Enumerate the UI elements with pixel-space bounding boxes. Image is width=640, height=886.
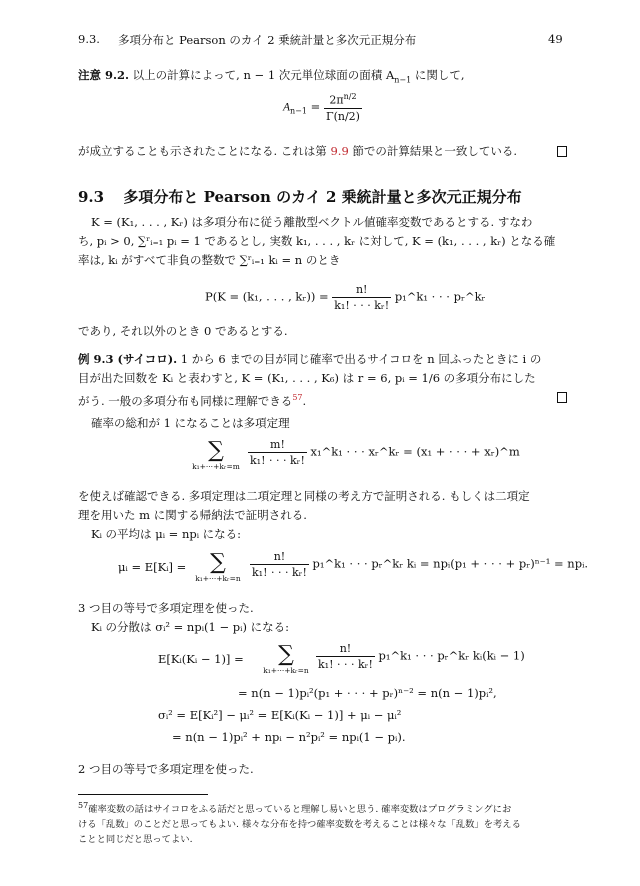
section-number: 9.3 [78,188,105,206]
footnote-line-2: ける「乱数」のことだと思ってもよい. 様々な分布を持つ確率変数を考えることは様々な「乱数」を考える [78,819,521,831]
prob-eq-num: n! [332,283,391,298]
note-text-1: 以上の計算によって, n − 1 次元単位球面の面積 A [132,68,395,82]
mean-fraction [250,550,309,579]
mean-intro: Kᵢ の平均は μᵢ = npᵢ になる: [91,527,242,541]
para1-line-1: K = (K₁, . . . , Kᵣ) は多項分布に従う離散型ベクトル値確率変数であるとする. すなわ [91,215,533,229]
footnote-rule [78,794,208,795]
note-eq-fraction [324,92,362,123]
example-line-3 [78,388,568,411]
note-eq-equals: = [310,99,324,114]
footnote-ref-link[interactable]: 57 [292,393,303,402]
note-eq-num-sup: n/2 [343,92,357,101]
multinomial-den: k₁! · · · kᵣ! [250,454,305,467]
mean-den: k₁! · · · kᵣ! [252,566,307,579]
variance-equation-line-3: σᵢ² = E[Kᵢ²] − μᵢ² = E[Kᵢ(Kᵢ − 1)] + μᵢ − μᵢ² [158,708,402,722]
prob-eq-fraction [332,283,391,312]
mean-rhs: p₁^k₁ · · · pᵣ^kᵣ kᵢ = npᵢ(p₁ + · · · + pᵣ)ⁿ⁻¹ = npᵢ. [312,556,589,571]
para1-line-3: 率は, kᵢ がすべて非負の整数で ∑ʳᵢ₌₁ kᵢ = n のとき [78,253,341,267]
probability-equation [205,283,486,312]
footnote [78,798,568,847]
prob-eq-den: k₁! · · · kᵣ! [334,299,390,312]
multinomial-sum-under: k₁+···+kᵣ=m [192,462,240,471]
prob-eq-lhs: P(K = (k₁, . . . , kᵣ)) = [205,289,329,304]
variance-after: 2 つ目の等号で多項定理を使った. [78,762,254,776]
prob-eq-rhs: p₁^k₁ · · · pᵣ^kᵣ [394,289,486,304]
example-text-1: 1 から 6 までの目が同じ確率で出るサイコロを n 回ふったときに i の [177,352,542,366]
variance-sum-block [256,644,316,675]
multinomial-intro: 確率の総和が 1 になることは多項定理 [91,416,290,430]
footnote-line-1 [78,798,568,817]
note-text-1-sub: n−1 [394,75,412,85]
qed-box-icon [557,392,567,403]
variance-equation-line-2: = n(n − 1)pᵢ²(p₁ + · · · + pᵣ)ⁿ⁻² = n(n − 1)pᵢ², [238,686,497,700]
variance-sum-under: k₁+···+kᵣ=n [263,666,309,675]
note-eq-lhs: A [283,101,291,114]
note-text-2-post: 節での計算結果と一致している. [348,144,518,158]
footnote-text-1: 確率変数の話はサイコロをふる話だと思っていると理解し易いと思う. 確率変数はプログラミングにお [88,804,512,816]
section-title: 多項分布と Pearson のカイ 2 乗統計量と多次元正規分布 [123,188,522,206]
note-line-2 [78,142,568,161]
example-line-1 [78,350,568,369]
variance-equation-line-4: = n(n − 1)pᵢ² + npᵢ − n²pᵢ² = npᵢ(1 − pᵢ). [172,730,406,744]
para1-line-2: ち, pᵢ > 0, ∑ʳᵢ₌₁ pᵢ = 1 であるとし, 実数 k₁, . . . , kᵣ に対して, K = (k₁, . . . , kᵣ) となる確 [78,234,556,248]
header-title: 多項分布と Pearson のカイ 2 乗統計量と多次元正規分布 [118,33,417,47]
variance-intro: Kᵢ の分散は σᵢ² = npᵢ(1 − pᵢ) になる: [91,620,289,634]
note-text-2-pre: が成立することも示されたことになる. これは第 [78,144,331,158]
multinomial-after-2: 理を用いた m に関する帰納法で証明される. [78,508,307,522]
header-page-number: 49 [548,32,563,46]
note-label: 注意 9.2. [78,68,130,82]
note-equation [283,92,362,123]
variance-num: n! [316,642,375,657]
mean-after: 3 つ目の等号で多項定理を使った. [78,601,254,615]
sum-sign-icon: ∑ [210,550,226,575]
multinomial-sum-block [186,440,246,471]
variance-den: k₁! · · · kᵣ! [318,658,373,671]
example-text-3-post: . [302,393,307,408]
multinomial-rhs: x₁^k₁ · · · xᵣ^kᵣ = (x₁ + · · · + xᵣ)^m [310,444,520,459]
note-text-1-end: に関して, [411,68,465,82]
footnote-line-3: ことと同じだと思ってよい. [78,834,193,846]
multinomial-after-1: を使えば確認できる. 多項定理は二項定理と同様の考え方で証明される. もしくは二項定 [78,489,530,503]
mean-sum-under: k₁+···+kᵣ=n [195,574,241,583]
example-line-2: 目が出た回数を Kᵢ と表わすと, K = (K₁, . . . , K₆) は r = 6, pᵢ = 1/6 の多項分布にした [78,371,536,385]
example-text-3-pre: がう. 一般の多項分布も同様に理解できる [78,393,293,408]
multinomial-fraction [248,438,307,467]
example-label: 例 9.3 (サイコロ). [78,352,178,366]
note-line-1 [78,66,568,89]
mean-lhs: μᵢ = E[Kᵢ] = [118,560,187,574]
sum-sign-icon: ∑ [278,642,294,667]
mean-sum-block [188,552,248,583]
section-heading [78,186,522,207]
mean-num: n! [250,550,309,565]
header-section-number: 9.3. [78,32,100,46]
note-eq-lhs-sub: n−1 [290,106,307,116]
footnote-number: 57 [78,801,89,810]
sum-sign-icon: ∑ [208,438,224,463]
note-eq-den: Γ(n/2) [325,109,360,123]
multinomial-num: m! [248,438,307,453]
variance-line1-rhs: p₁^k₁ · · · pᵣ^kᵣ kᵢ(kᵢ − 1) [378,648,525,663]
variance-fraction [316,642,375,671]
variance-line1-lhs: E[Kᵢ(Kᵢ − 1)] = [158,652,244,666]
note-section-ref-link[interactable]: 9.9 [330,144,349,158]
para2: であり, それ以外のとき 0 であるとする. [78,324,288,338]
qed-box-icon [557,146,567,157]
note-eq-num: 2π [329,93,344,107]
